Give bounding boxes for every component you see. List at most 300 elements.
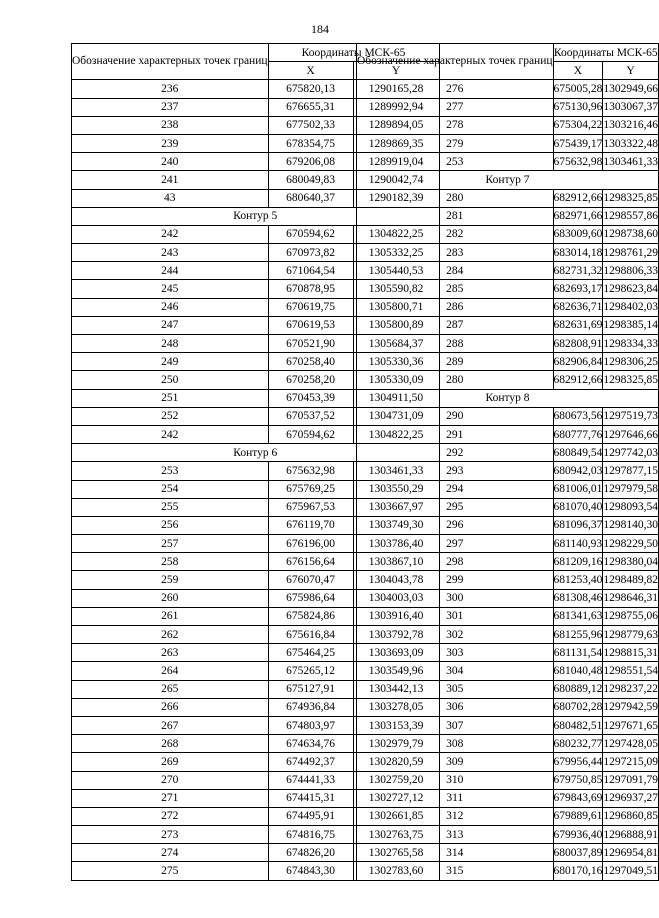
- point-number-cell: 284: [357, 262, 554, 280]
- table-row: [357, 153, 659, 171]
- table-row: [357, 535, 659, 553]
- point-number-cell: 262: [72, 626, 269, 644]
- x-coordinate-cell: 675265,12: [268, 662, 353, 680]
- y-coordinate-cell: 1298761,29: [603, 244, 659, 262]
- table-row: [357, 571, 659, 589]
- y-coordinate-cell: 1305440,53: [353, 262, 439, 280]
- table-row: [357, 644, 659, 662]
- table-row: [357, 862, 659, 880]
- table-row: [357, 626, 659, 644]
- point-label-header: Обозначение характерных точек границ: [357, 44, 554, 80]
- x-coordinate-cell: 676196,00: [268, 535, 353, 553]
- y-coordinate-cell: 1305330,09: [353, 371, 439, 389]
- point-number-cell: 302: [357, 626, 554, 644]
- y-coordinate-cell: 1296888,91: [603, 826, 659, 844]
- y-coordinate-cell: 1297646,66: [603, 425, 659, 443]
- y-coordinate-cell: 1303792,78: [353, 626, 439, 644]
- y-coordinate-cell: 1297215,09: [603, 753, 659, 771]
- y-coordinate-cell: 1303916,40: [353, 607, 439, 625]
- point-number-cell: 304: [357, 662, 554, 680]
- x-coordinate-cell: 670619,75: [268, 298, 353, 316]
- point-number-cell: 253: [72, 462, 269, 480]
- table-row: [357, 244, 659, 262]
- point-number-cell: 243: [72, 244, 269, 262]
- x-coordinate-cell: 682808,91: [553, 335, 603, 353]
- y-coordinate-cell: 1302979,79: [353, 735, 439, 753]
- y-coordinate-cell: 1303461,33: [353, 462, 439, 480]
- x-coordinate-cell: 681040,48: [553, 662, 603, 680]
- point-number-cell: 245: [72, 280, 269, 298]
- table-row: [357, 480, 659, 498]
- table-row: [357, 134, 659, 152]
- x-coordinate-cell: 675304,22: [553, 116, 603, 134]
- y-coordinate-cell: 1298489,82: [603, 571, 659, 589]
- x-coordinate-cell: 674441,33: [268, 771, 353, 789]
- x-coordinate-cell: 680170,16: [553, 862, 603, 880]
- x-coordinate-cell: 678354,75: [268, 134, 353, 152]
- y-coordinate-cell: 1303322,48: [603, 134, 659, 152]
- point-number-cell: 299: [357, 571, 554, 589]
- point-number-cell: 285: [357, 280, 554, 298]
- y-coordinate-cell: 1303693,09: [353, 644, 439, 662]
- x-coordinate-cell: 680942,03: [553, 462, 603, 480]
- table-row: [357, 698, 659, 716]
- point-number-cell: 291: [357, 425, 554, 443]
- y-coordinate-cell: 1305332,25: [353, 244, 439, 262]
- point-number-cell: 270: [72, 771, 269, 789]
- point-number-cell: 259: [72, 571, 269, 589]
- point-number-cell: 281: [357, 207, 554, 225]
- y-coordinate-cell: 1298229,50: [603, 535, 659, 553]
- y-coordinate-cell: 1296954,81: [603, 844, 659, 862]
- y-coordinate-cell: 1302783,60: [353, 862, 439, 880]
- y-coordinate-cell: 1303867,10: [353, 553, 439, 571]
- y-column-header: Y: [353, 62, 439, 80]
- x-coordinate-cell: 681255,96: [553, 626, 603, 644]
- point-number-cell: 236: [72, 80, 269, 98]
- point-number-cell: 250: [72, 371, 269, 389]
- point-number-cell: 269: [72, 753, 269, 771]
- x-coordinate-cell: 670619,53: [268, 316, 353, 334]
- point-number-cell: 247: [72, 316, 269, 334]
- point-number-cell: 274: [72, 844, 269, 862]
- y-coordinate-cell: 1302949,66: [603, 80, 659, 98]
- point-number-cell: 265: [72, 680, 269, 698]
- y-coordinate-cell: 1305330,36: [353, 353, 439, 371]
- x-coordinate-cell: 674826,20: [268, 844, 353, 862]
- contour-row: [357, 171, 659, 189]
- table-row: [357, 498, 659, 516]
- y-coordinate-cell: 1297979,58: [603, 480, 659, 498]
- x-coordinate-cell: 676070,47: [268, 571, 353, 589]
- table-body-right: [357, 80, 659, 880]
- point-number-cell: 268: [72, 735, 269, 753]
- point-number-cell: 248: [72, 335, 269, 353]
- x-coordinate-cell: 680702,28: [553, 698, 603, 716]
- coordinates-table-right: [356, 43, 659, 881]
- y-coordinate-cell: 1298140,30: [603, 516, 659, 534]
- x-coordinate-cell: 682693,17: [553, 280, 603, 298]
- y-coordinate-cell: 1302765,58: [353, 844, 439, 862]
- x-coordinate-cell: 675824,86: [268, 607, 353, 625]
- table-row: [357, 444, 659, 462]
- x-coordinate-cell: 683014,18: [553, 244, 603, 262]
- point-number-cell: 312: [357, 807, 554, 825]
- point-number-cell: 254: [72, 480, 269, 498]
- table-row: [357, 189, 659, 207]
- point-number-cell: 290: [357, 407, 554, 425]
- table-row: [357, 553, 659, 571]
- table-row: [357, 225, 659, 243]
- x-coordinate-cell: 676119,70: [268, 516, 353, 534]
- point-number-cell: 278: [357, 116, 554, 134]
- y-coordinate-cell: 1304822,25: [353, 425, 439, 443]
- table-row: [357, 462, 659, 480]
- y-coordinate-cell: 1302661,85: [353, 807, 439, 825]
- point-number-cell: 240: [72, 153, 269, 171]
- y-coordinate-cell: 1297877,15: [603, 462, 659, 480]
- y-coordinate-cell: 1289919,04: [353, 153, 439, 171]
- y-coordinate-cell: 1297049,51: [603, 862, 659, 880]
- x-coordinate-cell: 675439,17: [553, 134, 603, 152]
- y-coordinate-cell: 1302727,12: [353, 789, 439, 807]
- point-number-cell: 271: [72, 789, 269, 807]
- point-number-cell: 280: [357, 189, 554, 207]
- point-number-cell: 242: [72, 425, 269, 443]
- y-coordinate-cell: 1298380,04: [603, 553, 659, 571]
- point-number-cell: 257: [72, 535, 269, 553]
- x-coordinate-cell: 680849,54: [553, 444, 603, 462]
- y-coordinate-cell: 1298306,25: [603, 353, 659, 371]
- table-row: [357, 262, 659, 280]
- x-coordinate-cell: 679889,61: [553, 807, 603, 825]
- x-coordinate-cell: 682731,32: [553, 262, 603, 280]
- x-coordinate-cell: 680777,76: [553, 425, 603, 443]
- y-coordinate-cell: 1289869,35: [353, 134, 439, 152]
- point-number-cell: 252: [72, 407, 269, 425]
- point-number-cell: 300: [357, 589, 554, 607]
- point-number-cell: 295: [357, 498, 554, 516]
- y-coordinate-cell: 1303278,05: [353, 698, 439, 716]
- x-coordinate-cell: 679956,44: [553, 753, 603, 771]
- y-coordinate-cell: 1304003,03: [353, 589, 439, 607]
- table-row: [357, 662, 659, 680]
- x-coordinate-cell: 681006,01: [553, 480, 603, 498]
- x-coordinate-cell: 674492,37: [268, 753, 353, 771]
- y-coordinate-cell: 1297519,73: [603, 407, 659, 425]
- y-coordinate-cell: 1303786,40: [353, 535, 439, 553]
- y-coordinate-cell: 1297671,65: [603, 716, 659, 734]
- table-row: [357, 789, 659, 807]
- point-number-cell: 43: [72, 189, 269, 207]
- y-coordinate-cell: 1296937,27: [603, 789, 659, 807]
- y-coordinate-cell: 1289992,94: [353, 98, 439, 116]
- table-row: [357, 753, 659, 771]
- point-number-cell: 267: [72, 716, 269, 734]
- x-coordinate-cell: 677502,33: [268, 116, 353, 134]
- point-number-cell: 287: [357, 316, 554, 334]
- x-coordinate-cell: 681209,16: [553, 553, 603, 571]
- point-number-cell: 305: [357, 680, 554, 698]
- contour-label: Контур 5: [72, 207, 440, 225]
- table-row: [357, 207, 659, 225]
- x-coordinate-cell: 680889,12: [553, 680, 603, 698]
- x-coordinate-cell: 679843,69: [553, 789, 603, 807]
- table-row: [357, 680, 659, 698]
- x-coordinate-cell: 675130,96: [553, 98, 603, 116]
- point-number-cell: 286: [357, 298, 554, 316]
- table-row: [357, 735, 659, 753]
- y-coordinate-cell: 1298623,84: [603, 280, 659, 298]
- x-coordinate-cell: 680482,51: [553, 716, 603, 734]
- y-coordinate-cell: 1305800,71: [353, 298, 439, 316]
- x-coordinate-cell: 670594,62: [268, 425, 353, 443]
- x-coordinate-cell: 675967,53: [268, 498, 353, 516]
- point-number-cell: 272: [72, 807, 269, 825]
- x-coordinate-cell: 670521,90: [268, 335, 353, 353]
- y-coordinate-cell: 1290165,28: [353, 80, 439, 98]
- x-coordinate-cell: 679936,40: [553, 826, 603, 844]
- x-coordinate-cell: 682912,66: [553, 189, 603, 207]
- x-coordinate-cell: 675005,28: [553, 80, 603, 98]
- y-coordinate-cell: 1303749,30: [353, 516, 439, 534]
- y-coordinate-cell: 1297091,79: [603, 771, 659, 789]
- x-coordinate-cell: 682912,66: [553, 371, 603, 389]
- y-coordinate-cell: 1304822,25: [353, 225, 439, 243]
- contour-label: Контур 8: [357, 389, 659, 407]
- x-coordinate-cell: 682971,66: [553, 207, 603, 225]
- point-number-cell: 238: [72, 116, 269, 134]
- point-number-cell: 292: [357, 444, 554, 462]
- y-coordinate-cell: 1297428,05: [603, 735, 659, 753]
- x-coordinate-cell: 676655,31: [268, 98, 353, 116]
- point-number-cell: 264: [72, 662, 269, 680]
- x-coordinate-cell: 674843,30: [268, 862, 353, 880]
- x-coordinate-cell: 675464,25: [268, 644, 353, 662]
- x-column-header: X: [553, 62, 603, 80]
- x-coordinate-cell: 670973,82: [268, 244, 353, 262]
- y-coordinate-cell: 1304731,09: [353, 407, 439, 425]
- page-number: 184: [311, 22, 329, 36]
- y-column-header: Y: [603, 62, 659, 80]
- point-number-cell: 294: [357, 480, 554, 498]
- y-coordinate-cell: 1298402,03: [603, 298, 659, 316]
- x-coordinate-cell: 675769,25: [268, 480, 353, 498]
- x-coordinate-cell: 680232,77: [553, 735, 603, 753]
- point-number-cell: 314: [357, 844, 554, 862]
- y-coordinate-cell: 1290182,39: [353, 189, 439, 207]
- point-number-cell: 246: [72, 298, 269, 316]
- x-coordinate-cell: 675632,98: [553, 153, 603, 171]
- y-coordinate-cell: 1304911,50: [353, 389, 439, 407]
- y-coordinate-cell: 1298325,85: [603, 371, 659, 389]
- table-row: [357, 826, 659, 844]
- point-number-cell: 303: [357, 644, 554, 662]
- y-coordinate-cell: 1303067,37: [603, 98, 659, 116]
- point-number-cell: 261: [72, 607, 269, 625]
- point-number-cell: 253: [357, 153, 554, 171]
- point-number-cell: 275: [72, 862, 269, 880]
- y-coordinate-cell: 1303442,13: [353, 680, 439, 698]
- x-coordinate-cell: 681070,40: [553, 498, 603, 516]
- point-number-cell: 279: [357, 134, 554, 152]
- table-row: [357, 353, 659, 371]
- point-number-cell: 263: [72, 644, 269, 662]
- y-coordinate-cell: 1296860,85: [603, 807, 659, 825]
- point-number-cell: 282: [357, 225, 554, 243]
- x-coordinate-cell: 675986,64: [268, 589, 353, 607]
- table-row: [357, 807, 659, 825]
- y-coordinate-cell: 1303550,29: [353, 480, 439, 498]
- x-coordinate-cell: 675616,84: [268, 626, 353, 644]
- coordinates-header: Координаты МСК-65: [553, 44, 659, 62]
- point-number-cell: 251: [72, 389, 269, 407]
- point-number-cell: 256: [72, 516, 269, 534]
- point-number-cell: 258: [72, 553, 269, 571]
- x-coordinate-cell: 670878,95: [268, 280, 353, 298]
- y-coordinate-cell: 1303549,96: [353, 662, 439, 680]
- point-number-cell: 276: [357, 80, 554, 98]
- point-number-cell: 306: [357, 698, 554, 716]
- x-coordinate-cell: 675632,98: [268, 462, 353, 480]
- point-number-cell: 311: [357, 789, 554, 807]
- x-coordinate-cell: 674415,31: [268, 789, 353, 807]
- x-coordinate-cell: 676156,64: [268, 553, 353, 571]
- point-number-cell: 241: [72, 171, 269, 189]
- y-coordinate-cell: 1302759,20: [353, 771, 439, 789]
- y-coordinate-cell: 1298646,31: [603, 589, 659, 607]
- x-coordinate-cell: 675820,13: [268, 80, 353, 98]
- y-coordinate-cell: 1302820,59: [353, 753, 439, 771]
- x-coordinate-cell: 681096,37: [553, 516, 603, 534]
- x-coordinate-cell: 674816,75: [268, 826, 353, 844]
- point-number-cell: 255: [72, 498, 269, 516]
- x-coordinate-cell: 674495,91: [268, 807, 353, 825]
- x-coordinate-cell: 670258,20: [268, 371, 353, 389]
- coordinates-header: Координаты МСК-65: [268, 44, 439, 62]
- point-number-cell: 237: [72, 98, 269, 116]
- table-row: [357, 407, 659, 425]
- table-row: [357, 771, 659, 789]
- y-coordinate-cell: 1298551,54: [603, 662, 659, 680]
- contour-row: [357, 389, 659, 407]
- point-number-cell: 242: [72, 225, 269, 243]
- x-coordinate-cell: 671064,54: [268, 262, 353, 280]
- table-row: [357, 116, 659, 134]
- point-label-header: Обозначение характерных точек границ: [72, 44, 269, 80]
- x-coordinate-cell: 679750,85: [553, 771, 603, 789]
- table-row: [357, 425, 659, 443]
- y-coordinate-cell: 1298093,54: [603, 498, 659, 516]
- point-number-cell: 308: [357, 735, 554, 753]
- point-number-cell: 289: [357, 353, 554, 371]
- y-coordinate-cell: 1302763,75: [353, 826, 439, 844]
- x-column-header: X: [268, 62, 353, 80]
- point-number-cell: 280: [357, 371, 554, 389]
- x-coordinate-cell: 681341,63: [553, 607, 603, 625]
- table-row: [357, 607, 659, 625]
- x-coordinate-cell: 680049,83: [268, 171, 353, 189]
- point-number-cell: 307: [357, 716, 554, 734]
- point-number-cell: 277: [357, 98, 554, 116]
- point-number-cell: 309: [357, 753, 554, 771]
- x-coordinate-cell: 683009,60: [553, 225, 603, 243]
- x-coordinate-cell: 681308,46: [553, 589, 603, 607]
- y-coordinate-cell: 1298237,22: [603, 680, 659, 698]
- x-coordinate-cell: 680640,37: [268, 189, 353, 207]
- x-coordinate-cell: 670258,40: [268, 353, 353, 371]
- table-row: [357, 316, 659, 334]
- y-coordinate-cell: 1289894,05: [353, 116, 439, 134]
- x-coordinate-cell: 681131,54: [553, 644, 603, 662]
- y-coordinate-cell: 1303461,33: [603, 153, 659, 171]
- point-number-cell: 313: [357, 826, 554, 844]
- table-row: [357, 589, 659, 607]
- point-number-cell: 301: [357, 607, 554, 625]
- point-number-cell: 297: [357, 535, 554, 553]
- point-number-cell: 293: [357, 462, 554, 480]
- x-coordinate-cell: 674803,97: [268, 716, 353, 734]
- y-coordinate-cell: 1305590,82: [353, 280, 439, 298]
- y-coordinate-cell: 1303153,39: [353, 716, 439, 734]
- y-coordinate-cell: 1298385,14: [603, 316, 659, 334]
- point-number-cell: 298: [357, 553, 554, 571]
- y-coordinate-cell: 1298325,85: [603, 189, 659, 207]
- y-coordinate-cell: 1297742,03: [603, 444, 659, 462]
- x-coordinate-cell: 675127,91: [268, 680, 353, 698]
- table-row: [357, 371, 659, 389]
- x-coordinate-cell: 670453,39: [268, 389, 353, 407]
- point-number-cell: 249: [72, 353, 269, 371]
- y-coordinate-cell: 1290042,74: [353, 171, 439, 189]
- y-coordinate-cell: 1304043,78: [353, 571, 439, 589]
- x-coordinate-cell: 682631,69: [553, 316, 603, 334]
- point-number-cell: 296: [357, 516, 554, 534]
- x-coordinate-cell: 680037,89: [553, 844, 603, 862]
- x-coordinate-cell: 682636,71: [553, 298, 603, 316]
- point-number-cell: 266: [72, 698, 269, 716]
- y-coordinate-cell: 1298779,63: [603, 626, 659, 644]
- x-coordinate-cell: 681140,93: [553, 535, 603, 553]
- point-number-cell: 260: [72, 589, 269, 607]
- table-row: [357, 98, 659, 116]
- point-number-cell: 273: [72, 826, 269, 844]
- x-coordinate-cell: 681253,40: [553, 571, 603, 589]
- y-coordinate-cell: 1298557,86: [603, 207, 659, 225]
- contour-label: Контур 6: [72, 444, 440, 462]
- x-coordinate-cell: 674634,76: [268, 735, 353, 753]
- x-coordinate-cell: 670537,52: [268, 407, 353, 425]
- point-number-cell: 239: [72, 134, 269, 152]
- x-coordinate-cell: 679206,08: [268, 153, 353, 171]
- table-row: [357, 844, 659, 862]
- point-number-cell: 315: [357, 862, 554, 880]
- point-number-cell: 310: [357, 771, 554, 789]
- y-coordinate-cell: 1298738,60: [603, 225, 659, 243]
- y-coordinate-cell: 1305800,89: [353, 316, 439, 334]
- y-coordinate-cell: 1297942,59: [603, 698, 659, 716]
- point-number-cell: 288: [357, 335, 554, 353]
- y-coordinate-cell: 1303216,46: [603, 116, 659, 134]
- table-row: [357, 280, 659, 298]
- y-coordinate-cell: 1298755,06: [603, 607, 659, 625]
- y-coordinate-cell: 1305684,37: [353, 335, 439, 353]
- x-coordinate-cell: 682906,84: [553, 353, 603, 371]
- table-row: [357, 335, 659, 353]
- x-coordinate-cell: 674936,84: [268, 698, 353, 716]
- table-row: [357, 516, 659, 534]
- y-coordinate-cell: 1303667,97: [353, 498, 439, 516]
